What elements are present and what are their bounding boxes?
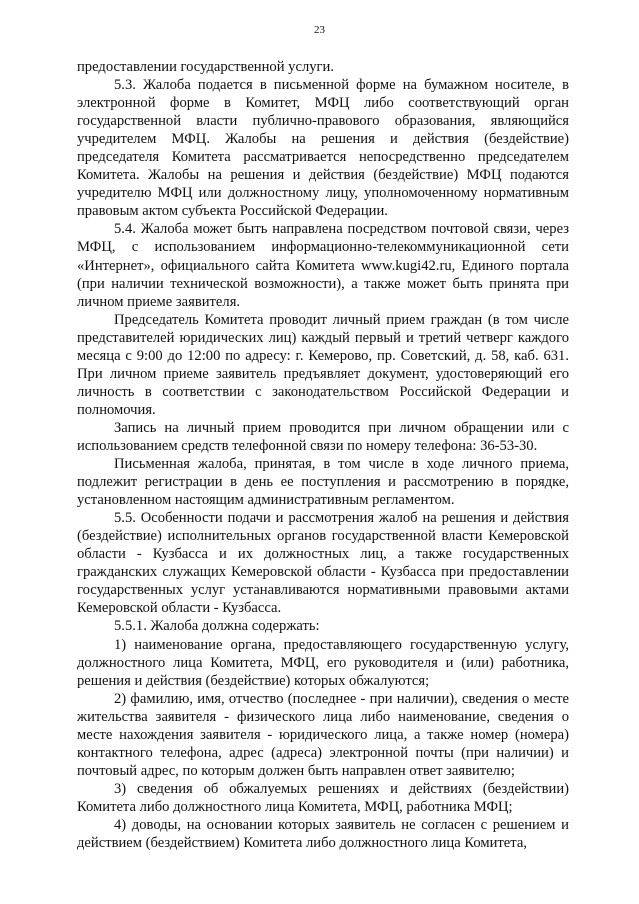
list-item: 4) доводы, на основании которых заявитель не согласен с решением и действием (бездействием) Комитета либо должностного лица Комитета, — [77, 816, 569, 852]
paragraph: 5.5.1. Жалоба должна содержать: — [114, 618, 320, 635]
paragraph: предоставлении государственной услуги. — [77, 59, 334, 75]
page-number: 23 — [314, 24, 325, 36]
paragraph: Письменная жалоба, принятая, в том числе в ходе личного приема, подлежит регистрации в день ее поступления и рассмотрению в порядке, установленном настоящим административным регламентом. — [77, 456, 569, 509]
paragraph: 5.3. Жалоба подается в письменной форме на бумажном носителе, в электронной форме в Комитет, МФЦ либо соответствующий орган государственной власти публично-правового образования, являющийся учредителем МФЦ. Жалобы на решения и действия (бездействие) председателя Комитета рассматривается непосредственно председателем Комитета. Жалобы на решения и действия (бездействие) МФЦ подаются учредителю МФЦ или должностному лицу, уполномоченному нормативным правовым актом субъекта Российской Федерации. — [77, 77, 569, 220]
body-text — [77, 58, 569, 852]
list-item: 1) наименование органа, предоставляющего государственную услугу, должностного лица Комитета, МФЦ, его руководителя и (или) работника, решения и действия (бездействие) которых обжалуются; — [77, 636, 569, 689]
list-item: 2) фамилию, имя, отчество (последнее - при наличии), сведения о месте жительства заявителя - физического лица либо наименование, сведения о месте нахождения заявителя - юридического лица, а также номер (номера) контактного телефона, адрес (адреса) электронной почты (при наличии) и почтовый адрес, по которым должен быть направлен ответ заявителю; — [77, 690, 569, 779]
paragraph: Запись на личный прием проводится при личном обращении или с использованием средств телефонной связи по номеру телефона: 36-53-30. — [77, 419, 569, 454]
paragraph: 5.4. Жалоба может быть направлена посредством почтовой связи, через МФЦ, с использованием информационно-телекоммуникационной сети «Интернет», официального сайта Комитета www.kugi42.ru, Единого портала (при наличии технической возможности), а также может быть принята при личном приеме заявителя. — [77, 221, 569, 310]
paragraph: 5.5. Особенности подачи и рассмотрения жалоб на решения и действия (бездействие) исполнительных органов государственной власти Кемеровской области - Кузбасса и их должностных лиц, а также государственных гражданских служащих Кемеровской области - Кузбасса при предоставлении государственных услуг устанавливаются нормативными правовыми актами Кемеровской области - Кузбасса. — [77, 510, 569, 617]
paragraph: Председатель Комитета проводит личный прием граждан (в том числе представителей юридических лиц) каждый первый и третий четверг каждого месяца с 9:00 до 12:00 по адресу: г. Кемерово, пр. Советский, д. 58, каб. 631. При личном приеме заявитель предъявляет документ, удостоверяющий его личность в соответствии с законодательством Российской Федерации и полномочия. — [77, 311, 569, 418]
list-item: 3) сведения об обжалуемых решениях и действиях (бездействии) Комитета либо должностного лица Комитета, МФЦ, работника МФЦ; — [77, 780, 569, 815]
